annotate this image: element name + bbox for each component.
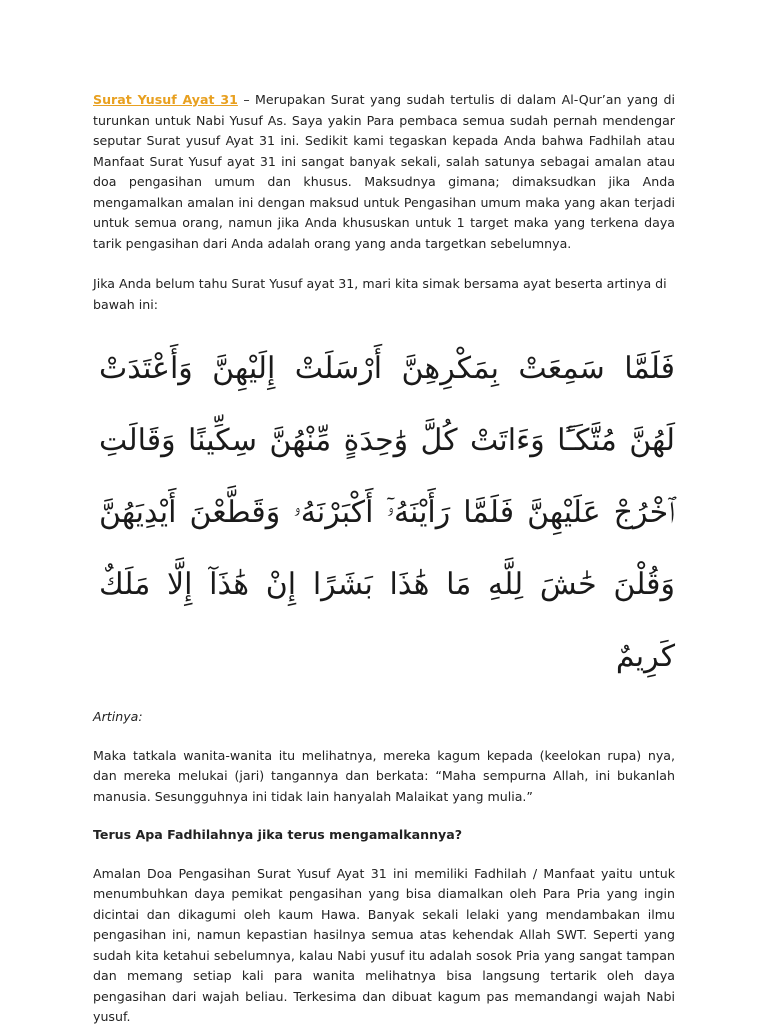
surat-yusuf-link[interactable]: Surat Yusuf Ayat 31 <box>93 92 238 107</box>
section-heading: Terus Apa Fadhilahnya jika terus mengamalkannya? <box>93 827 463 842</box>
arabic-verse: فَلَمَّا سَمِعَتْ بِمَكْرِهِنَّ أَرْسَلَتْ إِلَيْهِنَّ وَأَعْتَدَتْ لَهُنَّ مُتَّكَـًٔا وَءَاتَتْ كُلَّ وَٰحِدَةٍ مِّنْهُنَّ سِكِّينًا وَقَالَتِ ٱخْرُجْ عَلَيْهِنَّ فَلَمَّا رَأَيْنَهُۥٓ أَكْبَرْنَهُۥ وَقَطَّعْنَ أَيْدِيَهُنَّ وَقُلْنَ حَٰشَ لِلَّهِ مَا هَٰذَا بَشَرًا إِنْ هَٰذَآ إِلَّا مَلَكٌ كَرِيمٌ <box>99 351 675 674</box>
section-body: Amalan Doa Pengasihan Surat Yusuf Ayat 31 ini memiliki Fadhilah / Manfaat yaitu untuk menumbuhkan daya pemikat pengasihan yang bisa diamalkan oleh Para Pria yang ingin dicintai dan dikagumi oleh kaum Hawa. Banyak sekali lelaki yang mendambakan ilmu pengasihan ini, namun kepastian hasilnya semua atas kehendak Allah SWT. Seperti yang sudah kita ketahui sebelumnya, kalau Nabi yusuf itu adalah sosok Pria yang sangat tampan dan memang setiap kali para wanita melihatnya bisa langsung tertarik oleh daya pengasihan dari wajah beliau. Terkesima dan dibuat kagum pas memandangi wajah Nabi yusuf. <box>93 865 675 1024</box>
translation-label: Artinya: <box>93 709 143 724</box>
intro-paragraph <box>93 90 675 254</box>
intro-text: – Merupakan Surat yang sudah tertulis di dalam Al-Qur’an yang di turunkan untuk Nabi Yusuf As. Saya yakin Para pembaca semua sudah pernah mendengar seputar Surat yusuf Ayat 31 ini. Sedikit kami tegaskan kepada Anda bahwa Fadhilah atau Manfaat Surat Yusuf ayat 31 ini sangat banyak sekali, salah satunya sebagai amalan atau doa pengasihan umum dan khusus. Maksudnya gimana; dimaksudkan jika Anda mengamalkan amalan ini dengan maksud untuk Pengasihan umum maka yang akan terjadi untuk semua orang, namun jika Anda khususkan untuk 1 target maka yang terkena daya tarik pengasihan dari Anda adalah orang yang anda targetkan sebelumnya. <box>93 92 675 251</box>
document-page <box>93 90 675 1028</box>
lead-in-paragraph: Jika Anda belum tahu Surat Yusuf ayat 31, mari kita simak bersama ayat beserta artinya di bawah ini: <box>93 276 667 312</box>
translation-text: Maka tatkala wanita-wanita itu melihatnya, mereka kagum kepada (keelokan rupa) nya, dan mereka melukai (jari) tangannya dan berkata: “Maha sempurna Allah, ini bukanlah manusia. Sesungguhnya ini tidak lain hanyalah Malaikat yang mulia.” <box>93 747 675 804</box>
